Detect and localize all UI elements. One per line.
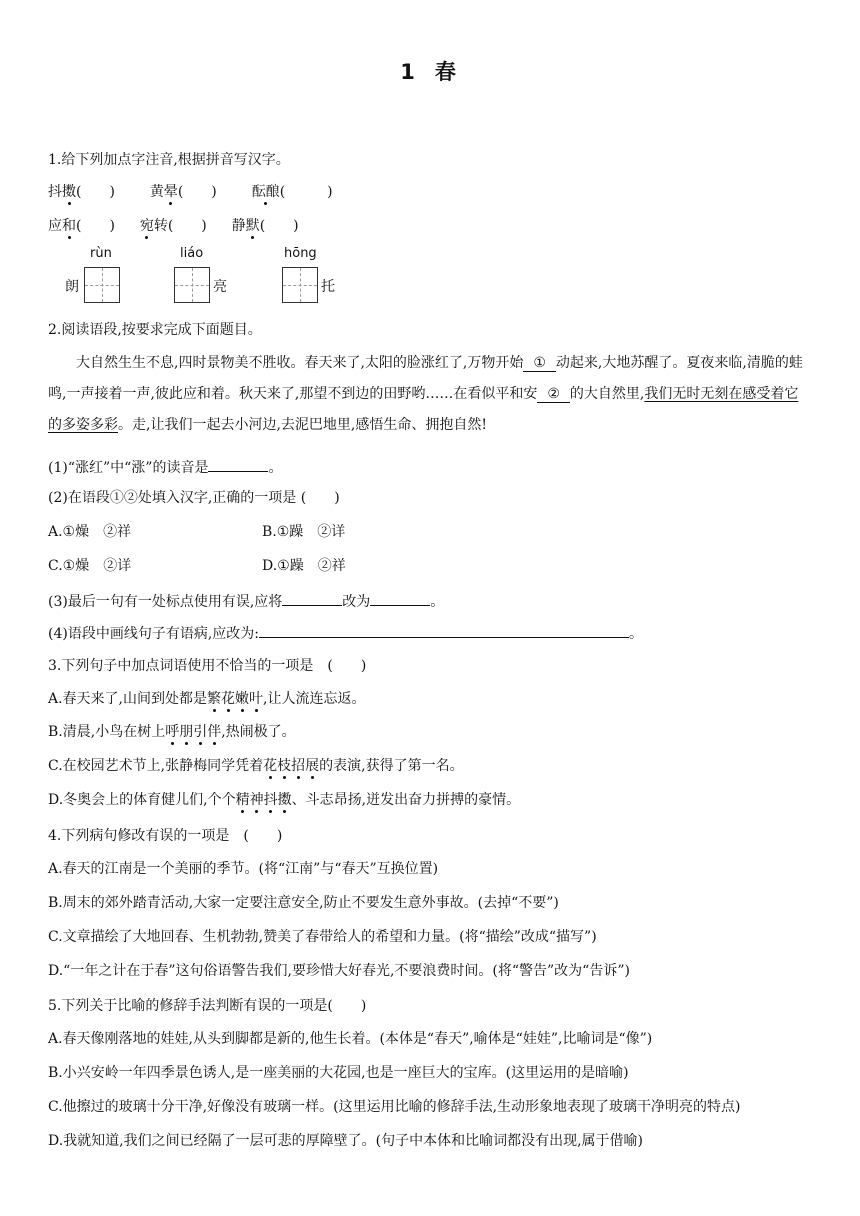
underlined-sentence: 我们无时无刻在感受着它的多姿多彩 [48, 386, 799, 433]
q4-option-b[interactable]: B.周末的郊外踏青活动,大家一定要注意安全,防止不要发生意外事故。(去掉“不要”) [48, 895, 559, 911]
q4-option-a[interactable]: A.春天的江南是一个美丽的季节。(将“江南”与“春天”互换位置) [48, 861, 439, 877]
q2-option-c[interactable]: C.①燥 ②详 [48, 558, 132, 574]
q1-stem: 1.给下列加点字注音,根据拼音写汉字。 [48, 152, 290, 168]
q1-row2 [48, 216, 299, 236]
q3-option-b[interactable]: B.清晨,小鸟在树上呼朋引伴,热闹极了。 [48, 724, 296, 740]
q1-word-1: 抖擞( ) [48, 184, 115, 200]
q5-option-a[interactable]: A.春天像刚落地的娃娃,从头到脚都是新的,他生长着。(本体是“春天”,喻体是“娃娃”,比喻词是“像”) [48, 1031, 653, 1047]
q2-sub4: (4)语段中画线句子有语病,应改为: 。 [48, 622, 643, 644]
q2-option-b[interactable]: B.①躁 ②详 [262, 524, 346, 540]
q1-word-5: 宛转( ) [139, 218, 207, 234]
q2-sub2: (2)在语段①②处填入汉字,正确的一项是 ( ) [48, 490, 340, 506]
q1-word-4: 应和( ) [48, 218, 115, 234]
q5-stem: 5.下列关于比喻的修辞手法判断有误的一项是( ) [48, 998, 367, 1014]
q2-sub3: (3)最后一句有一处标点使用有误,应将 改为 。 [48, 590, 444, 612]
q3-option-a[interactable]: A.春天来了,山间到处都是繁花嫩叶,让人流连忘返。 [48, 691, 366, 707]
writing-grid-1[interactable] [84, 267, 120, 303]
answer-blank-4[interactable] [259, 622, 629, 638]
lesson-number: 1 [400, 60, 419, 84]
pinyin-run: rùn [90, 246, 112, 261]
q1-word-3: 酝酿( ) [251, 184, 333, 200]
q2-passage: 大自然生生不息,四时景物美不胜收。春天来了,太阳的脸涨红了,万物开始 ① 动起来,大地苏醒了。夏夜来临,清脆的蛙鸣,一声接着一声,彼此应和着。秋天来了,那望不到边的田野哟……在看似平和安 ② 的大自然里,我们无时无刻在感受着它的多姿多彩。走,让我们一起去小河边,去泥巴地里,感悟生命、拥抱自然! [48, 355, 803, 433]
q5-option-d[interactable]: D.我就知道,我们之间已经隔了一层可悲的厚障壁了。(句子中本体和比喻词都没有出现,属于借喻) [48, 1133, 643, 1149]
q4-stem: 4.下列病句修改有误的一项是 ( ) [48, 828, 283, 844]
gap-1[interactable]: ① [523, 355, 556, 372]
pinyin-hong: hōng [284, 246, 317, 261]
writing-grid-3[interactable] [282, 267, 318, 303]
q4-option-c[interactable]: C.文章描绘了大地回春、生机勃勃,赞美了春带给人的希望和力量。(将“描绘”改成“描写”) [48, 929, 597, 945]
q3-stem: 3.下列句子中加点词语使用不恰当的一项是 ( ) [48, 658, 367, 674]
answer-blank-2[interactable] [282, 590, 342, 606]
q5-option-b[interactable]: B.小兴安岭一年四季景色诱人,是一座美丽的大花园,也是一座巨大的宝库。(这里运用的是暗喻) [48, 1065, 629, 1081]
lesson-title: 春 [434, 60, 460, 84]
writing-grid-2[interactable] [174, 267, 210, 303]
q2-option-a[interactable]: A.①燥 ②祥 [48, 524, 132, 540]
gap-2[interactable]: ② [537, 386, 570, 403]
q3-option-c[interactable]: C.在校园艺术节上,张静梅同学凭着花枝招展的表演,获得了第一名。 [48, 758, 464, 774]
q2-option-d[interactable]: D.①躁 ②祥 [262, 558, 346, 574]
char-lang: 朗 [65, 279, 79, 295]
answer-blank-3[interactable] [370, 590, 430, 606]
q1-row1 [48, 182, 333, 202]
q4-option-d[interactable]: D.“一年之计在于春”这句俗语警告我们,要珍惜大好春光,不要浪费时间。(将“警告”改为“告诉”) [48, 963, 630, 979]
q5-option-c[interactable]: C.他擦过的玻璃十分干净,好像没有玻璃一样。(这里运用比喻的修辞手法,生动形象地表现了玻璃干净明亮的特点) [48, 1099, 741, 1115]
char-liang: 亮 [213, 279, 227, 295]
q1-word-6: 静默( ) [231, 218, 299, 234]
q2-stem: 2.阅读语段,按要求完成下面题目。 [48, 322, 262, 338]
q1-word-2: 黄晕( ) [149, 184, 217, 200]
q3-option-d[interactable]: D.冬奥会上的体育健儿们,个个精神抖擞、斗志昂扬,迸发出奋力拼搏的豪情。 [48, 792, 521, 808]
char-tuo: 托 [321, 279, 335, 295]
q2-sub1: (1)“涨红”中“涨”的读音是 。 [48, 456, 282, 478]
answer-blank-1[interactable] [208, 456, 268, 472]
pinyin-liao: liáo [180, 246, 204, 261]
page-title [0, 56, 860, 86]
